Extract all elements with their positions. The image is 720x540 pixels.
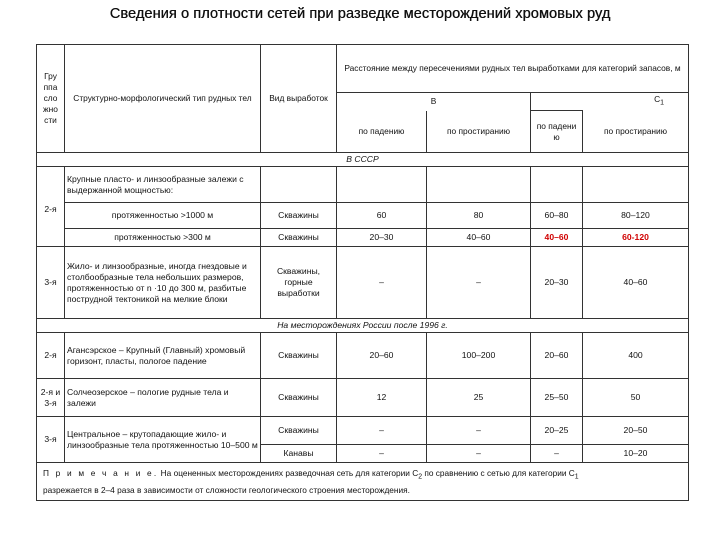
row-type: Скважины <box>261 417 337 445</box>
header-structure: Структурно-морфологический тип рудных тел <box>65 45 261 153</box>
header-category-b: B <box>337 93 531 111</box>
header-category-c1-letter: C <box>654 94 661 105</box>
row-c1-dip: 25–50 <box>531 379 583 417</box>
page-title: Сведения о плотности сетей при разведке месторождений хромовых руд <box>109 6 611 22</box>
header-group: Гру ппа сло жно сти <box>37 45 65 153</box>
row-group: 2-я и 3-я <box>37 379 65 417</box>
row-c1-dip: 20–60 <box>531 333 583 379</box>
row-c1-strike: 50 <box>583 379 689 417</box>
table-row <box>37 247 689 319</box>
row-b-strike: 100–200 <box>427 333 531 379</box>
row-desc: Солчеозерское – пологие рудные тела и залежи <box>65 379 261 417</box>
row-b-strike: – <box>427 445 531 463</box>
row-b-dip: 60 <box>337 203 427 229</box>
row-c1-dip: – <box>531 445 583 463</box>
row-desc: Центральное – крутопадающие жило- и линзообразные тела протяженностью 10–500 м <box>65 417 261 463</box>
row-desc: протяженностью >1000 м <box>65 203 261 229</box>
table-row <box>37 379 689 417</box>
row-c1-strike: 20–50 <box>583 417 689 445</box>
row-group: 2-я <box>37 203 65 229</box>
header-c1-strike: по простиранию <box>583 111 689 153</box>
header-b-dip: по падению <box>337 111 427 153</box>
header-category-c1-sub: 1 <box>660 99 665 107</box>
row-c1-dip: 20–25 <box>531 417 583 445</box>
row-b-strike: 25 <box>427 379 531 417</box>
row-desc: Жило- и линзообразные, иногда гнездовые и столбообразные тела небольших размеров, протяженностью от n ·10 до 300 м, разбитые пострудной тектоникой на мелкие блоки <box>65 247 261 319</box>
row-desc: протяженностью >300 м <box>65 229 261 247</box>
row-b-strike: – <box>427 247 531 319</box>
note-text-2: по сравнению с сетью для категории С <box>424 468 575 478</box>
header-c1-dip: по падени ю <box>531 111 583 153</box>
row-desc: Крупные пласто- и линзообразные залежи с выдержанной мощностью: <box>65 167 261 203</box>
section-russia: На месторождениях России после 1996 г. <box>37 319 689 333</box>
row-type: Скважины, горные выработки <box>261 247 337 319</box>
header-distance: Расстояние между пересечениями рудных тел выработками для категорий запасов, м <box>337 45 689 93</box>
header-category-c1 <box>531 93 689 111</box>
row-b-dip: 20–60 <box>337 333 427 379</box>
row-c1-strike-highlight: 60-120 <box>583 229 689 247</box>
row-type: Скважины <box>261 203 337 229</box>
row-b-dip: – <box>337 445 427 463</box>
section-ussr: В СССР <box>37 153 689 167</box>
row-group: 3-я <box>37 417 65 463</box>
row-b-strike: 40–60 <box>427 229 531 247</box>
row-c1-dip-highlight: 40–60 <box>531 229 583 247</box>
row-c1-strike: 10–20 <box>583 445 689 463</box>
row-group: 3-я <box>37 247 65 319</box>
row-type: Скважины <box>261 333 337 379</box>
row-b-strike: – <box>427 417 531 445</box>
note-sub-1: 1 <box>574 473 579 481</box>
row-b-dip: 20–30 <box>337 229 427 247</box>
note-text-3: разрежается в 2–4 раза в зависимости от сложности геологического строения месторождения. <box>43 484 410 495</box>
table-row <box>37 333 689 379</box>
row-c1-dip: 60–80 <box>531 203 583 229</box>
row-type: Скважины <box>261 229 337 247</box>
row-type: Канавы <box>261 445 337 463</box>
table-row <box>37 229 689 247</box>
row-c1-strike: 80–120 <box>583 203 689 229</box>
table-row <box>37 417 689 445</box>
density-table <box>36 44 689 501</box>
note-sub-2: 2 <box>418 473 423 481</box>
row-b-strike: 80 <box>427 203 531 229</box>
table-row <box>37 203 689 229</box>
note-label: П р и м е ч а н и е. <box>43 468 159 478</box>
header-b-strike: по простиранию <box>427 111 531 153</box>
row-type: Скважины <box>261 379 337 417</box>
row-desc: Агансэрское – Крупный (Главный) хромовый горизонт, пласты, пологое падение <box>65 333 261 379</box>
row-c1-dip: 20–30 <box>531 247 583 319</box>
row-b-dip: 12 <box>337 379 427 417</box>
row-b-dip: – <box>337 247 427 319</box>
table-note <box>37 463 689 501</box>
row-c1-strike: 40–60 <box>583 247 689 319</box>
row-b-dip: – <box>337 417 427 445</box>
header-work-type: Вид выработок <box>261 45 337 153</box>
row-c1-strike: 400 <box>583 333 689 379</box>
row-group: 2-я <box>37 333 65 379</box>
note-text-1: На оцененных месторождениях разведочная сеть для категории С <box>160 468 419 478</box>
table-row <box>37 167 689 203</box>
